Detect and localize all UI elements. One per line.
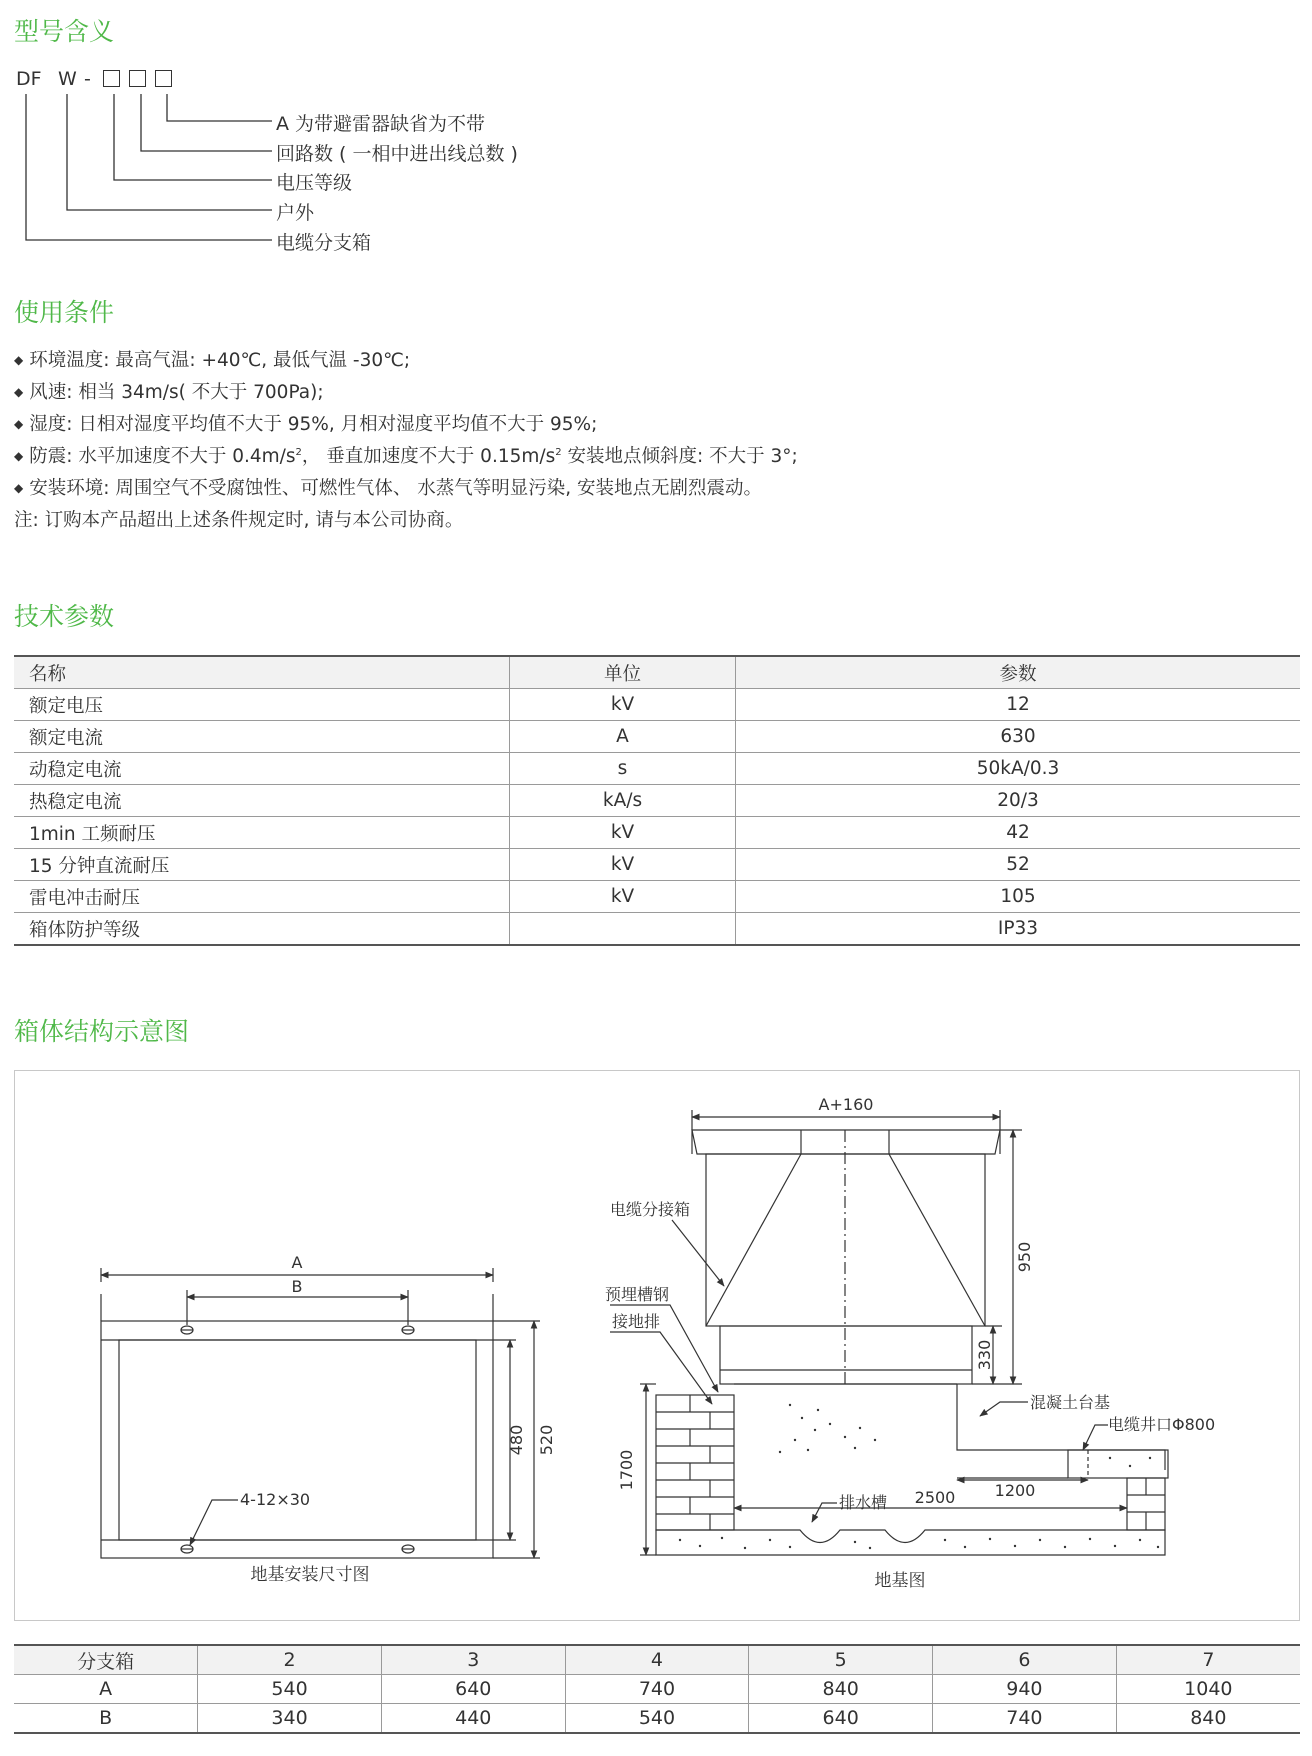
legend-arrester: A 为带避雷器缺省为不带 [276,113,486,135]
model-code-w: W [58,68,77,90]
params-header-value: 参数 [736,656,1301,689]
label-drain: 排水槽 [839,1493,888,1512]
left-dim-b-label: B [291,1277,303,1296]
legend-circuits: 回路数 ( 一相中进出线总数 ) [276,143,518,165]
right-dim-1700-label: 1700 [617,1449,636,1491]
table-row: B 340 440 540 640 740 840 [14,1704,1300,1734]
label-cable-box: 电缆分接箱 [610,1200,691,1219]
left-holes-label: 4-12×30 [240,1490,311,1509]
left-dim-520-label: 520 [537,1424,556,1456]
table-row: 雷电冲击耐压 kV 105 [14,881,1300,913]
params-header-name: 名称 [14,656,510,689]
table-row: A 540 640 740 840 940 1040 [14,1675,1300,1704]
leader-drain [812,1503,837,1522]
condition-note: 注: 订购本产品超出上述条件规定时, 请与本公司协商。 [14,510,464,531]
leader-well [1083,1425,1108,1450]
concrete-speckles [679,1404,1159,1549]
leader-concrete [980,1402,1028,1416]
legend-cable-box: 电缆分支箱 [276,232,372,254]
condition-environment: ◆ 安装环境: 周围空气不受腐蚀性、可燃性气体、 水蒸气等明显污染, 安装地点无剧烈震动。 [14,478,762,499]
legend-voltage: 电压等级 [276,172,353,194]
cabinet-base [720,1326,972,1384]
right-caption: 地基图 [874,1571,926,1591]
label-cable-well: 电缆井口Φ800 [1108,1415,1216,1434]
condition-wind: ◆ 风速: 相当 34m/s( 不大于 700Pa); [14,382,324,403]
leader-box [672,1220,724,1286]
table-row: 15 分钟直流耐压 kV 52 [14,849,1300,881]
condition-temperature: ◆ 环境温度: 最高气温: +40℃, 最低气温 -30℃; [14,350,411,371]
mounting-holes [181,1326,414,1553]
foundation-slab [656,1530,1165,1555]
section-title-structure: 箱体结构示意图 [14,1017,190,1046]
hole-leader [190,1500,238,1545]
params-header-unit: 单位 [510,656,736,689]
section-title-model: 型号含义 [14,17,115,46]
left-dim-a-label: A [291,1253,303,1272]
dims-header-row: 分支箱 2 3 4 5 6 7 [14,1645,1300,1675]
left-diagram [101,1268,540,1558]
foundation-outer-frame [101,1321,493,1558]
condition-humidity: ◆ 湿度: 日相对湿度平均值不大于 95%, 月相对湿度平均值不大于 95%; [14,414,598,435]
table-row: 动稳定电流 s 50kA/0.3 [14,753,1300,785]
right-dim-950-label: 950 [1015,1241,1034,1273]
right-diagram [610,1110,1168,1555]
brick-wall-left [656,1395,734,1530]
left-dim-480-label: 480 [507,1424,526,1456]
foundation-inner-frame [119,1340,476,1540]
legend-outdoor: 户外 [276,202,315,224]
dims-table [14,1644,1300,1734]
table-row: 额定电流 A 630 [14,721,1300,753]
model-code-dash: - [84,68,91,90]
table-row: 额定电压 kV 12 [14,689,1300,721]
table-row: 1min 工频耐压 kV 42 [14,817,1300,849]
model-code-df: DF [16,68,42,90]
right-dim-2500-label: 2500 [914,1488,956,1507]
condition-seismic: ◆ 防震: 水平加速度不大于 $0.4m/s^2$， 垂直加速度不大于 $0.15m/s^2$ 安装地点倾斜度: 不大于 3°; [14,446,798,467]
label-channel-steel: 预埋槽钢 [605,1285,670,1304]
section-title-params: 技术参数 [14,602,115,631]
left-caption: 地基安装尺寸图 [250,1565,370,1585]
right-dim-top-label: A+160 [818,1095,874,1114]
cabinet-roof [692,1130,1000,1154]
leader-ground [610,1332,712,1404]
label-ground-bar: 接地排 [612,1312,661,1331]
right-dim-330-label: 330 [975,1339,994,1371]
table-row: 热稳定电流 kA/s 20/3 [14,785,1300,817]
right-dim-1200-label: 1200 [994,1481,1036,1500]
label-concrete-base: 混凝土台基 [1030,1393,1111,1412]
table-row: 箱体防护等级 IP33 [14,913,1300,946]
section-title-conditions: 使用条件 [14,298,115,327]
